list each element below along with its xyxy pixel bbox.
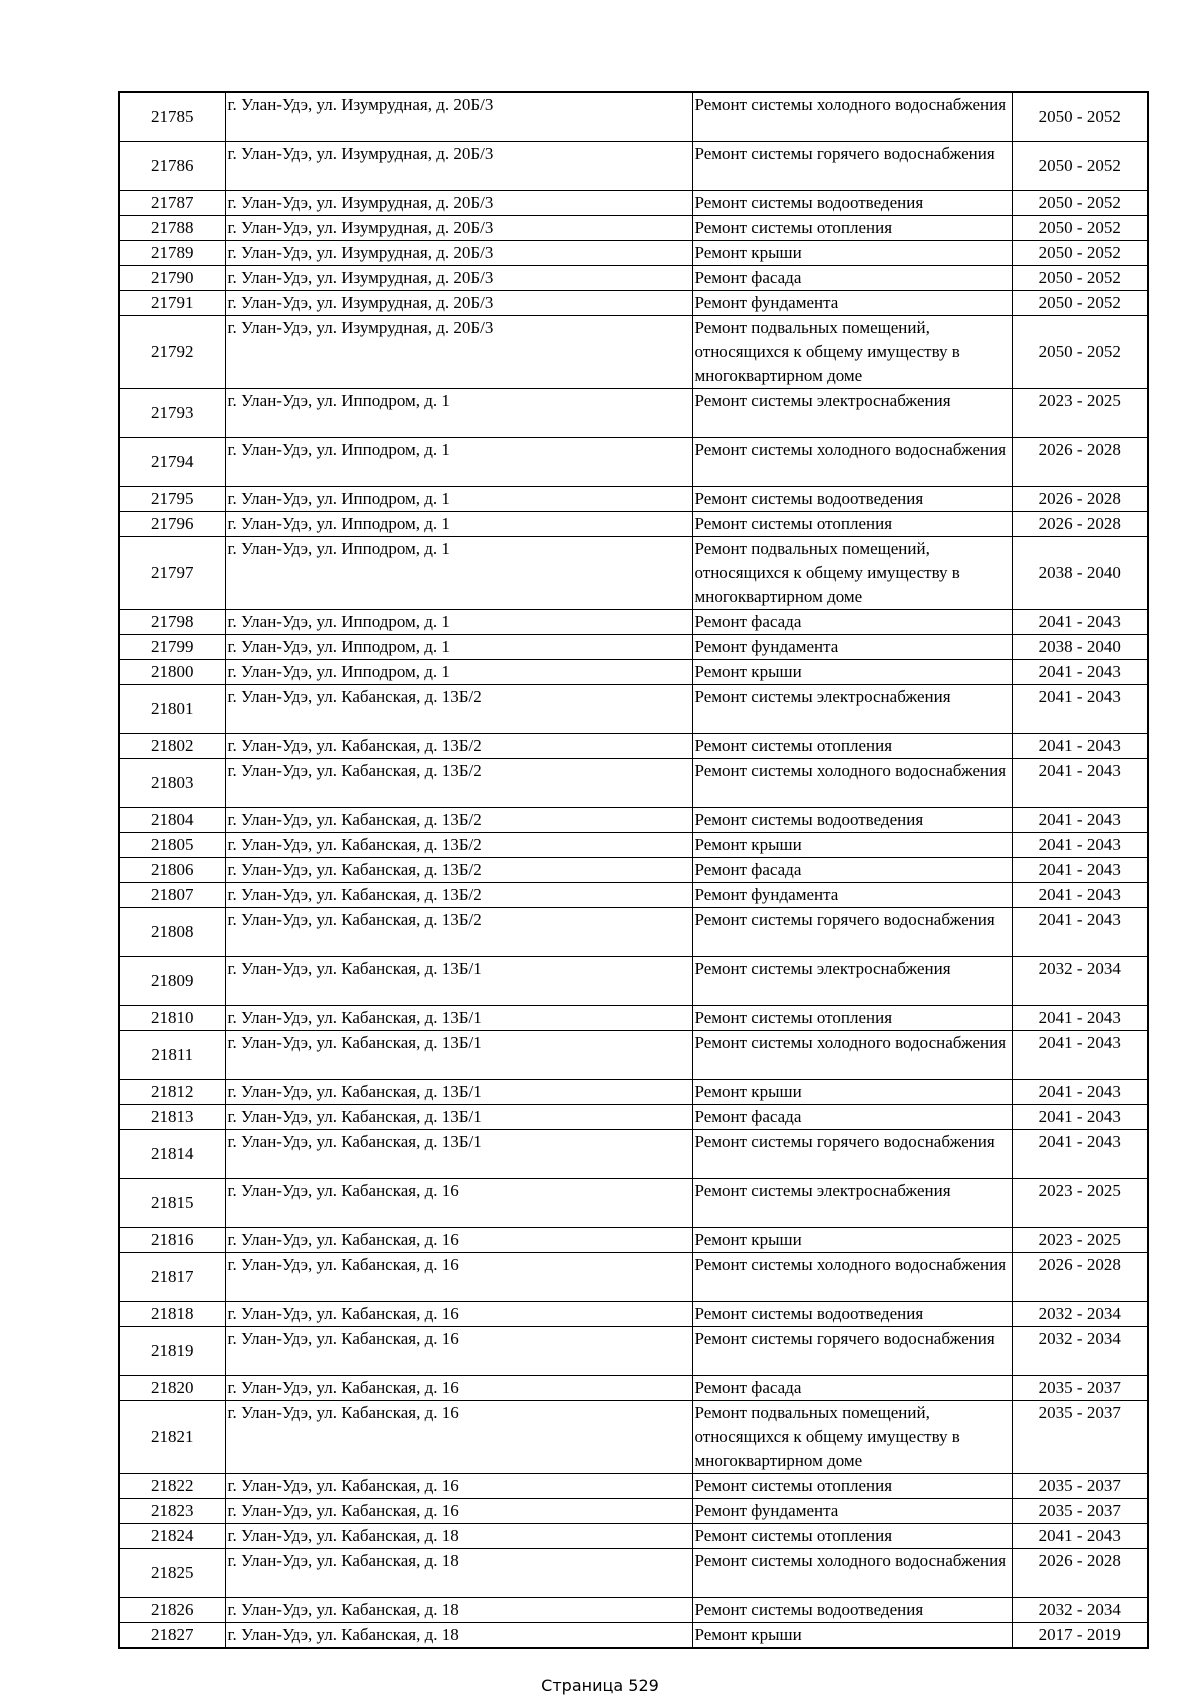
table-row	[119, 266, 1148, 291]
row-number-cell: 21811	[119, 1031, 225, 1080]
table-row	[119, 1228, 1148, 1253]
work-type-cell: Ремонт фундамента	[692, 883, 1012, 908]
work-type-cell: Ремонт системы электроснабжения	[692, 685, 1012, 734]
address-cell: г. Улан-Удэ, ул. Изумрудная, д. 20Б/3	[225, 216, 692, 241]
period-cell: 2050 - 2052	[1012, 191, 1148, 216]
work-type-cell: Ремонт системы электроснабжения	[692, 957, 1012, 1006]
work-type-cell: Ремонт системы отопления	[692, 734, 1012, 759]
work-type-cell: Ремонт фасада	[692, 858, 1012, 883]
address-cell: г. Улан-Удэ, ул. Ипподром, д. 1	[225, 512, 692, 537]
row-number-cell: 21809	[119, 957, 225, 1006]
table-row	[119, 833, 1148, 858]
row-number-cell: 21819	[119, 1327, 225, 1376]
page-number: Страница 529	[541, 1676, 659, 1695]
period-cell: 2041 - 2043	[1012, 858, 1148, 883]
work-type-cell: Ремонт фундамента	[692, 1499, 1012, 1524]
period-cell: 2026 - 2028	[1012, 1549, 1148, 1598]
period-cell: 2026 - 2028	[1012, 438, 1148, 487]
period-cell: 2035 - 2037	[1012, 1376, 1148, 1401]
table-row	[119, 1549, 1148, 1598]
period-cell: 2041 - 2043	[1012, 1006, 1148, 1031]
address-cell: г. Улан-Удэ, ул. Изумрудная, д. 20Б/3	[225, 266, 692, 291]
address-cell: г. Улан-Удэ, ул. Кабанская, д. 13Б/2	[225, 685, 692, 734]
period-cell: 2023 - 2025	[1012, 389, 1148, 438]
period-cell: 2050 - 2052	[1012, 291, 1148, 316]
address-cell: г. Улан-Удэ, ул. Кабанская, д. 13Б/1	[225, 1006, 692, 1031]
table-row	[119, 808, 1148, 833]
address-cell: г. Улан-Удэ, ул. Кабанская, д. 13Б/2	[225, 759, 692, 808]
row-number-cell: 21793	[119, 389, 225, 438]
row-number-cell: 21795	[119, 487, 225, 512]
work-type-cell: Ремонт системы электроснабжения	[692, 389, 1012, 438]
work-type-cell: Ремонт системы холодного водоснабжения	[692, 438, 1012, 487]
address-cell: г. Улан-Удэ, ул. Кабанская, д. 16	[225, 1253, 692, 1302]
address-cell: г. Улан-Удэ, ул. Кабанская, д. 13Б/2	[225, 833, 692, 858]
table-row	[119, 610, 1148, 635]
period-cell: 2041 - 2043	[1012, 685, 1148, 734]
address-cell: г. Улан-Удэ, ул. Кабанская, д. 13Б/2	[225, 808, 692, 833]
period-cell: 2032 - 2034	[1012, 1598, 1148, 1623]
address-cell: г. Улан-Удэ, ул. Кабанская, д. 16	[225, 1228, 692, 1253]
row-number-cell: 21787	[119, 191, 225, 216]
row-number-cell: 21823	[119, 1499, 225, 1524]
work-type-cell: Ремонт системы холодного водоснабжения	[692, 1549, 1012, 1598]
address-cell: г. Улан-Удэ, ул. Изумрудная, д. 20Б/3	[225, 92, 692, 142]
row-number-cell: 21800	[119, 660, 225, 685]
table-row	[119, 685, 1148, 734]
work-type-cell: Ремонт системы отопления	[692, 512, 1012, 537]
table-row	[119, 957, 1148, 1006]
work-type-cell: Ремонт фундамента	[692, 635, 1012, 660]
row-number-cell: 21790	[119, 266, 225, 291]
period-cell: 2041 - 2043	[1012, 759, 1148, 808]
work-type-cell: Ремонт системы отопления	[692, 1474, 1012, 1499]
row-number-cell: 21812	[119, 1080, 225, 1105]
period-cell: 2032 - 2034	[1012, 1327, 1148, 1376]
row-number-cell: 21794	[119, 438, 225, 487]
capital-repair-table	[118, 91, 1149, 1649]
table-body	[119, 92, 1148, 1648]
work-type-cell: Ремонт системы холодного водоснабжения	[692, 1031, 1012, 1080]
row-number-cell: 21785	[119, 92, 225, 142]
row-number-cell: 21808	[119, 908, 225, 957]
work-type-cell: Ремонт фасада	[692, 1376, 1012, 1401]
address-cell: г. Улан-Удэ, ул. Кабанская, д. 18	[225, 1524, 692, 1549]
work-type-cell: Ремонт системы горячего водоснабжения	[692, 908, 1012, 957]
period-cell: 2041 - 2043	[1012, 1031, 1148, 1080]
period-cell: 2041 - 2043	[1012, 660, 1148, 685]
table-row	[119, 1401, 1148, 1474]
period-cell: 2035 - 2037	[1012, 1401, 1148, 1474]
work-type-cell: Ремонт системы водоотведения	[692, 808, 1012, 833]
table-row	[119, 1327, 1148, 1376]
table-row	[119, 1179, 1148, 1228]
table-row	[119, 759, 1148, 808]
row-number-cell: 21786	[119, 142, 225, 191]
address-cell: г. Улан-Удэ, ул. Ипподром, д. 1	[225, 660, 692, 685]
row-number-cell: 21822	[119, 1474, 225, 1499]
row-number-cell: 21806	[119, 858, 225, 883]
address-cell: г. Улан-Удэ, ул. Кабанская, д. 18	[225, 1598, 692, 1623]
address-cell: г. Улан-Удэ, ул. Кабанская, д. 16	[225, 1401, 692, 1474]
row-number-cell: 21824	[119, 1524, 225, 1549]
row-number-cell: 21807	[119, 883, 225, 908]
period-cell: 2023 - 2025	[1012, 1228, 1148, 1253]
row-number-cell: 21804	[119, 808, 225, 833]
period-cell: 2035 - 2037	[1012, 1474, 1148, 1499]
row-number-cell: 21796	[119, 512, 225, 537]
table-row	[119, 316, 1148, 389]
period-cell: 2041 - 2043	[1012, 1080, 1148, 1105]
table-row	[119, 241, 1148, 266]
table-row	[119, 858, 1148, 883]
table-row	[119, 1006, 1148, 1031]
table-row	[119, 1080, 1148, 1105]
work-type-cell: Ремонт системы холодного водоснабжения	[692, 759, 1012, 808]
address-cell: г. Улан-Удэ, ул. Ипподром, д. 1	[225, 610, 692, 635]
period-cell: 2041 - 2043	[1012, 1130, 1148, 1179]
work-type-cell: Ремонт системы холодного водоснабжения	[692, 1253, 1012, 1302]
row-number-cell: 21813	[119, 1105, 225, 1130]
row-number-cell: 21814	[119, 1130, 225, 1179]
work-type-cell: Ремонт крыши	[692, 1080, 1012, 1105]
work-type-cell: Ремонт подвальных помещений, относящихся к общему имуществу в многоквартирном доме	[692, 537, 1012, 610]
period-cell: 2026 - 2028	[1012, 512, 1148, 537]
row-number-cell: 21799	[119, 635, 225, 660]
period-cell: 2050 - 2052	[1012, 316, 1148, 389]
address-cell: г. Улан-Удэ, ул. Кабанская, д. 13Б/2	[225, 858, 692, 883]
work-type-cell: Ремонт подвальных помещений, относящихся к общему имуществу в многоквартирном доме	[692, 316, 1012, 389]
address-cell: г. Улан-Удэ, ул. Изумрудная, д. 20Б/3	[225, 191, 692, 216]
work-type-cell: Ремонт системы водоотведения	[692, 1598, 1012, 1623]
period-cell: 2041 - 2043	[1012, 1524, 1148, 1549]
row-number-cell: 21789	[119, 241, 225, 266]
work-type-cell: Ремонт системы отопления	[692, 1524, 1012, 1549]
address-cell: г. Улан-Удэ, ул. Кабанская, д. 13Б/1	[225, 1031, 692, 1080]
table-row	[119, 512, 1148, 537]
work-type-cell: Ремонт подвальных помещений, относящихся к общему имуществу в многоквартирном доме	[692, 1401, 1012, 1474]
work-type-cell: Ремонт крыши	[692, 241, 1012, 266]
table-row	[119, 1302, 1148, 1327]
address-cell: г. Улан-Удэ, ул. Кабанская, д. 18	[225, 1623, 692, 1649]
row-number-cell: 21805	[119, 833, 225, 858]
row-number-cell: 21797	[119, 537, 225, 610]
address-cell: г. Улан-Удэ, ул. Изумрудная, д. 20Б/3	[225, 241, 692, 266]
row-number-cell: 21791	[119, 291, 225, 316]
period-cell: 2050 - 2052	[1012, 216, 1148, 241]
work-type-cell: Ремонт системы водоотведения	[692, 1302, 1012, 1327]
table-row	[119, 734, 1148, 759]
table-row	[119, 1524, 1148, 1549]
period-cell: 2041 - 2043	[1012, 1105, 1148, 1130]
work-type-cell: Ремонт крыши	[692, 833, 1012, 858]
table-row	[119, 1598, 1148, 1623]
period-cell: 2026 - 2028	[1012, 487, 1148, 512]
row-number-cell: 21817	[119, 1253, 225, 1302]
row-number-cell: 21803	[119, 759, 225, 808]
row-number-cell: 21827	[119, 1623, 225, 1649]
work-type-cell: Ремонт системы отопления	[692, 1006, 1012, 1031]
period-cell: 2041 - 2043	[1012, 908, 1148, 957]
work-type-cell: Ремонт системы электроснабжения	[692, 1179, 1012, 1228]
work-type-cell: Ремонт фасада	[692, 610, 1012, 635]
address-cell: г. Улан-Удэ, ул. Ипподром, д. 1	[225, 487, 692, 512]
table-row	[119, 1499, 1148, 1524]
table-row	[119, 1105, 1148, 1130]
work-type-cell: Ремонт системы водоотведения	[692, 487, 1012, 512]
address-cell: г. Улан-Удэ, ул. Кабанская, д. 18	[225, 1549, 692, 1598]
table-row	[119, 438, 1148, 487]
period-cell: 2038 - 2040	[1012, 635, 1148, 660]
row-number-cell: 21788	[119, 216, 225, 241]
period-cell: 2041 - 2043	[1012, 734, 1148, 759]
period-cell: 2050 - 2052	[1012, 266, 1148, 291]
row-number-cell: 21792	[119, 316, 225, 389]
period-cell: 2041 - 2043	[1012, 610, 1148, 635]
address-cell: г. Улан-Удэ, ул. Кабанская, д. 16	[225, 1327, 692, 1376]
table-row	[119, 291, 1148, 316]
table-row	[119, 487, 1148, 512]
address-cell: г. Улан-Удэ, ул. Кабанская, д. 13Б/1	[225, 1105, 692, 1130]
work-type-cell: Ремонт фасада	[692, 1105, 1012, 1130]
work-type-cell: Ремонт системы горячего водоснабжения	[692, 1327, 1012, 1376]
work-type-cell: Ремонт системы отопления	[692, 216, 1012, 241]
period-cell: 2050 - 2052	[1012, 92, 1148, 142]
table-row	[119, 1376, 1148, 1401]
row-number-cell: 21815	[119, 1179, 225, 1228]
row-number-cell: 21798	[119, 610, 225, 635]
row-number-cell: 21801	[119, 685, 225, 734]
period-cell: 2035 - 2037	[1012, 1499, 1148, 1524]
table-row	[119, 92, 1148, 142]
period-cell: 2026 - 2028	[1012, 1253, 1148, 1302]
address-cell: г. Улан-Удэ, ул. Кабанская, д. 13Б/2	[225, 734, 692, 759]
work-type-cell: Ремонт системы горячего водоснабжения	[692, 1130, 1012, 1179]
table-row	[119, 191, 1148, 216]
address-cell: г. Улан-Удэ, ул. Кабанская, д. 13Б/1	[225, 1080, 692, 1105]
address-cell: г. Улан-Удэ, ул. Ипподром, д. 1	[225, 635, 692, 660]
address-cell: г. Улан-Удэ, ул. Ипподром, д. 1	[225, 537, 692, 610]
address-cell: г. Улан-Удэ, ул. Изумрудная, д. 20Б/3	[225, 142, 692, 191]
address-cell: г. Улан-Удэ, ул. Кабанская, д. 16	[225, 1302, 692, 1327]
table-row	[119, 1623, 1148, 1649]
address-cell: г. Улан-Удэ, ул. Ипподром, д. 1	[225, 438, 692, 487]
address-cell: г. Улан-Удэ, ул. Кабанская, д. 16	[225, 1179, 692, 1228]
work-type-cell: Ремонт системы водоотведения	[692, 191, 1012, 216]
table-row	[119, 660, 1148, 685]
row-number-cell: 21825	[119, 1549, 225, 1598]
row-number-cell: 21802	[119, 734, 225, 759]
row-number-cell: 21816	[119, 1228, 225, 1253]
address-cell: г. Улан-Удэ, ул. Кабанская, д. 13Б/1	[225, 957, 692, 1006]
table-row	[119, 389, 1148, 438]
period-cell: 2032 - 2034	[1012, 1302, 1148, 1327]
table-row	[119, 216, 1148, 241]
work-type-cell: Ремонт системы горячего водоснабжения	[692, 142, 1012, 191]
table-row	[119, 883, 1148, 908]
row-number-cell: 21826	[119, 1598, 225, 1623]
table-row	[119, 142, 1148, 191]
period-cell: 2041 - 2043	[1012, 883, 1148, 908]
table-row	[119, 908, 1148, 957]
row-number-cell: 21818	[119, 1302, 225, 1327]
period-cell: 2050 - 2052	[1012, 241, 1148, 266]
period-cell: 2038 - 2040	[1012, 537, 1148, 610]
address-cell: г. Улан-Удэ, ул. Кабанская, д. 16	[225, 1474, 692, 1499]
table-row	[119, 1031, 1148, 1080]
address-cell: г. Улан-Удэ, ул. Ипподром, д. 1	[225, 389, 692, 438]
period-cell: 2023 - 2025	[1012, 1179, 1148, 1228]
row-number-cell: 21821	[119, 1401, 225, 1474]
table-row	[119, 635, 1148, 660]
address-cell: г. Улан-Удэ, ул. Изумрудная, д. 20Б/3	[225, 291, 692, 316]
address-cell: г. Улан-Удэ, ул. Кабанская, д. 13Б/2	[225, 908, 692, 957]
work-type-cell: Ремонт фасада	[692, 266, 1012, 291]
work-type-cell: Ремонт крыши	[692, 660, 1012, 685]
work-type-cell: Ремонт фундамента	[692, 291, 1012, 316]
period-cell: 2050 - 2052	[1012, 142, 1148, 191]
table-row	[119, 537, 1148, 610]
work-type-cell: Ремонт крыши	[692, 1623, 1012, 1649]
table-row	[119, 1130, 1148, 1179]
address-cell: г. Улан-Удэ, ул. Кабанская, д. 16	[225, 1499, 692, 1524]
row-number-cell: 21810	[119, 1006, 225, 1031]
period-cell: 2041 - 2043	[1012, 833, 1148, 858]
period-cell: 2032 - 2034	[1012, 957, 1148, 1006]
address-cell: г. Улан-Удэ, ул. Кабанская, д. 13Б/1	[225, 1130, 692, 1179]
period-cell: 2041 - 2043	[1012, 808, 1148, 833]
work-type-cell: Ремонт системы холодного водоснабжения	[692, 92, 1012, 142]
work-type-cell: Ремонт крыши	[692, 1228, 1012, 1253]
address-cell: г. Улан-Удэ, ул. Изумрудная, д. 20Б/3	[225, 316, 692, 389]
address-cell: г. Улан-Удэ, ул. Кабанская, д. 16	[225, 1376, 692, 1401]
table-row	[119, 1253, 1148, 1302]
row-number-cell: 21820	[119, 1376, 225, 1401]
table-row	[119, 1474, 1148, 1499]
address-cell: г. Улан-Удэ, ул. Кабанская, д. 13Б/2	[225, 883, 692, 908]
period-cell: 2017 - 2019	[1012, 1623, 1148, 1649]
